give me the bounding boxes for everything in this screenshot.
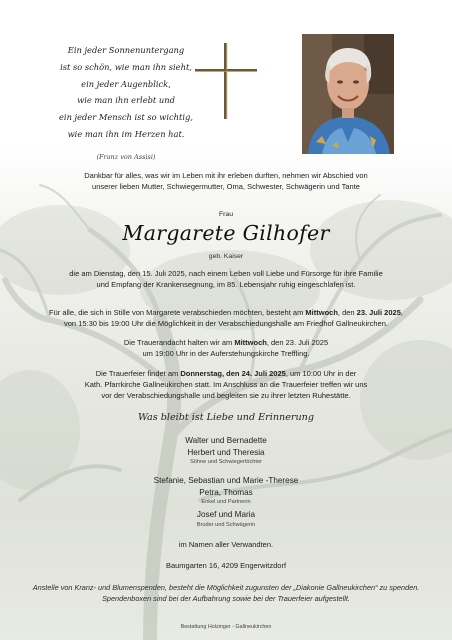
farewell-day: Mittwoch	[305, 308, 338, 317]
cross-icon	[195, 43, 257, 119]
death-notice	[20, 268, 432, 290]
thanks-line: Dankbar für alles, was wir im Leben mit ihr erleben durften, nehmen wir Abschied von	[84, 171, 368, 180]
deceased-name: Margarete Gilhofer	[122, 221, 330, 245]
poem-line: ein jeder Mensch ist so wichtig,	[59, 112, 193, 123]
funeral-text: Die Trauerfeier findet am	[95, 369, 181, 378]
poem-line: wie man ihn im Herzen hat.	[67, 128, 185, 139]
funeral-line-1	[20, 368, 432, 379]
mourner-relation: Bruder und Schwägerin	[196, 521, 256, 528]
farewell-line-2: von 15:30 bis 19:00 Uhr die Möglichkeit in der Verabschiedungshalle am Friedhof Gallneukirchen.	[64, 319, 388, 328]
farewell-info	[20, 307, 432, 329]
prayer-text: , den 23. Juli 2025	[266, 338, 329, 347]
mourner-names: Petra, Thomas	[199, 487, 253, 497]
mourner-names: Herbert und Theresia	[187, 447, 265, 457]
prayer-info	[20, 337, 432, 359]
address: Baumgarten 16, 4209 Engerwitzdorf	[165, 561, 287, 570]
thanks-text	[20, 170, 432, 192]
funeral-date: Donnerstag, den 24. Juli 2025	[180, 369, 286, 378]
mourner-relation: Enkel und Partnerin	[201, 499, 251, 505]
prayer-line-2: um 19:00 Uhr in der Auferstehungskirche Treffling.	[142, 349, 310, 358]
mourner-group-brother	[0, 509, 452, 529]
poem-line: ist so schön, wie man ihn sieht,	[60, 61, 192, 72]
mourner-group-sons	[0, 435, 452, 466]
undertaker-name: Bestattung Holzinger - Gallneukirchen	[180, 624, 272, 630]
salutation: Frau	[219, 211, 233, 218]
mourner-group-grandchildren	[0, 475, 452, 506]
mourner-names: Josef und Maria	[196, 510, 256, 519]
funeral-text: , um 10:00 Uhr in der	[285, 369, 357, 378]
mourner-names: Stefanie, Sebastian und Marie -Therese	[153, 476, 299, 485]
donation-note	[20, 582, 432, 604]
mourner-relation: Söhne und Schwiegertöchter	[190, 459, 262, 465]
portrait-photo	[302, 34, 394, 154]
prayer-day: Mittwoch	[234, 338, 267, 347]
poem-line: wie man ihn erlebt und	[77, 95, 175, 106]
prayer-text: Die Trauerandacht halten wir am	[123, 338, 235, 347]
birth-name: geb. Kaiser	[208, 253, 244, 260]
funeral-line-2: Kath. Pfarrkirche Gallneukirchen statt. Im Anschluss an die Trauerfeier treffen wir uns	[84, 380, 368, 389]
farewell-line-1	[20, 307, 432, 318]
poem	[30, 42, 222, 166]
funeral-info	[20, 368, 432, 401]
donation-line: Anstelle von Kranz- und Blumenspenden, besteht die Möglichkeit zugunsten der „Diakonie Gallneukirchen“ zu spenden.	[32, 583, 420, 592]
poem-author: (Franz von Assisi)	[96, 152, 156, 161]
donation-line: Spendenboxen sind bei der Aufbahrung sowie bei der Trauerfeier aufgestellt.	[102, 594, 350, 603]
farewell-text: ,	[400, 308, 403, 317]
thanks-line: unserer lieben Mutter, Schwiegermutter, Oma, Schwester, Schwägerin und Tante	[92, 182, 360, 191]
funeral-line-3: vor der Verabschiedungshalle und begleiten sie zu ihrer letzten Ruhestätte.	[101, 391, 351, 400]
poem-line: ein jeder Augenblick,	[81, 78, 171, 89]
farewell-text: , den	[337, 308, 357, 317]
remembrance-heading: Was bleibt ist Liebe und Erinnerung	[138, 412, 314, 423]
death-notice-line: die am Dienstag, den 15. Juli 2025, nach einem Leben voll Liebe und Fürsorge für ihre Familie	[69, 269, 383, 278]
mourner-names: Walter und Bernadette	[185, 436, 267, 445]
prayer-line-1	[20, 337, 432, 348]
farewell-text: Für alle, die sich in Stille von Margarete verabschieden möchten, besteht am	[49, 308, 306, 317]
death-notice-line: und Empfang der Krankensegnung, im 85. Lebensjahr ruhig eingeschlafen ist.	[96, 280, 356, 289]
farewell-date: 23. Juli 2025	[356, 308, 401, 317]
poem-line: Ein jeder Sonnenuntergang	[67, 45, 185, 55]
relatives-line: im Namen aller Verwandten.	[178, 540, 274, 549]
